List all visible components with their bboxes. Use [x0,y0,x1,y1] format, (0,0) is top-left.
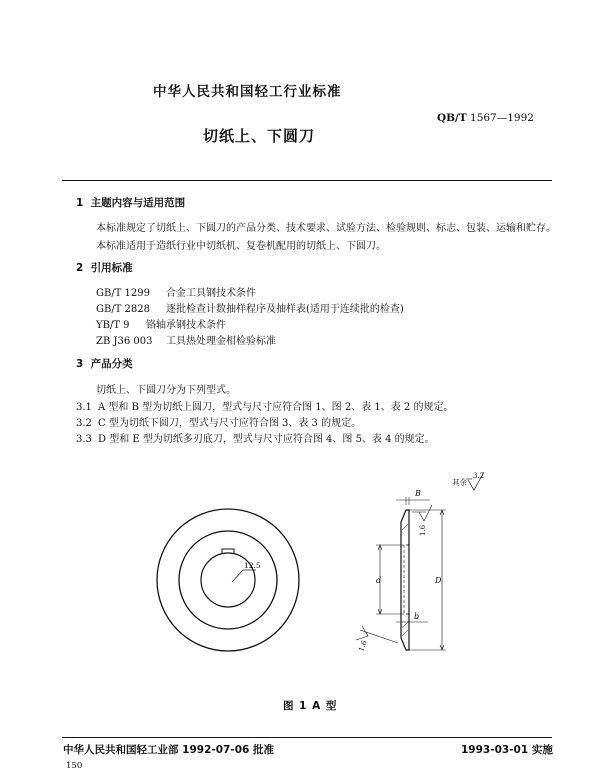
reference-title: 工具热处理金相检验标准 [166,336,276,347]
roughness-note-value: 3.2 [473,472,485,480]
hatch-line [402,622,408,628]
general-roughness-note [452,472,484,490]
outer-circle [157,509,299,651]
dim-b-label: b [414,612,420,621]
hatch-line [402,524,408,530]
section-3-number: 3 [76,358,84,370]
issuing-organization: 中华人民共和国轻工行业标准 [153,84,342,100]
approval-line: 中华人民共和国轻工业部 1992-07-06 批准 [63,744,274,756]
dim-B-label: B [415,489,421,498]
item-text: C 型为切纸下圆刀，型式与尺寸应符合图 3、表 3 的规定。 [98,418,362,429]
reference-title: 铬轴承钢技术条件 [146,320,226,331]
item-number: 3.2 [76,418,92,429]
roughness-side-value: 1.6 [419,524,427,536]
document-title: 切纸上、下圆刀 [203,127,316,145]
item-text: D 型和 E 型为切纸多刃底刀，型式与尺寸应符合图 4、图 5、表 4 的规定。 [98,434,435,445]
reference-code: ZB J36 003 [96,336,153,347]
reference-code: YB/T 9 [96,320,130,331]
reference-code: GB/T 2828 [96,304,151,315]
dim-d-label: d [376,576,382,585]
roughness-note-label: 其余 [452,478,467,487]
reference-code: GB/T 1299 [96,288,151,299]
roughness-mark-lower [356,626,368,640]
section-1-paragraph-1: 本标准规定了切纸上、下圆刀的产品分类、技术要求、试验方法、检验规则、标志、包装、运输和贮存。 [96,223,556,234]
figure-caption: 图 1 A 型 [283,700,338,712]
section-2-number: 2 [76,262,84,274]
roughness-lower-value: 1.6 [357,639,369,653]
reference-title: 逐批检查计数抽样程序及抽样表(适用于连续批的检查) [166,304,404,315]
standard-code: 1567—1992 [470,112,534,124]
section-1-paragraph-2: 本标准适用于造纸行业中切纸机、复卷机配用的切纸上、下圆刀。 [96,241,386,252]
hatch-line [402,630,408,636]
section-1-number: 1 [76,197,84,209]
section-1-title: 主题内容与适用范围 [90,197,186,209]
front-view [157,509,299,651]
reference-title: 合金工具钢技术条件 [166,288,256,299]
item-number: 3.3 [76,434,92,445]
radius-label: 12.5 [244,561,261,570]
section-3-intro: 切纸上、下圆刀分为下列型式。 [96,385,236,396]
page-number: 150 [66,761,83,771]
radius-leader [232,570,243,582]
side-view [356,489,446,653]
dim-D-label: D [435,576,442,585]
section-2-title: 引用标准 [90,262,133,274]
item-number: 3.1 [76,402,92,413]
roughness-mark-side [419,505,432,521]
footer-rule [62,737,552,738]
item-text: A 型和 B 型为切纸上圆刀，型式与尺寸应符合图 1、图 2、表 1、表 2 的规定。 [98,402,454,413]
effective-date: 1993-03-01 实施 [461,744,553,756]
standard-prefix: QB/T [437,112,467,124]
section-3-title: 产品分类 [90,358,133,370]
middle-circle [179,531,277,629]
section-profile [401,510,409,650]
